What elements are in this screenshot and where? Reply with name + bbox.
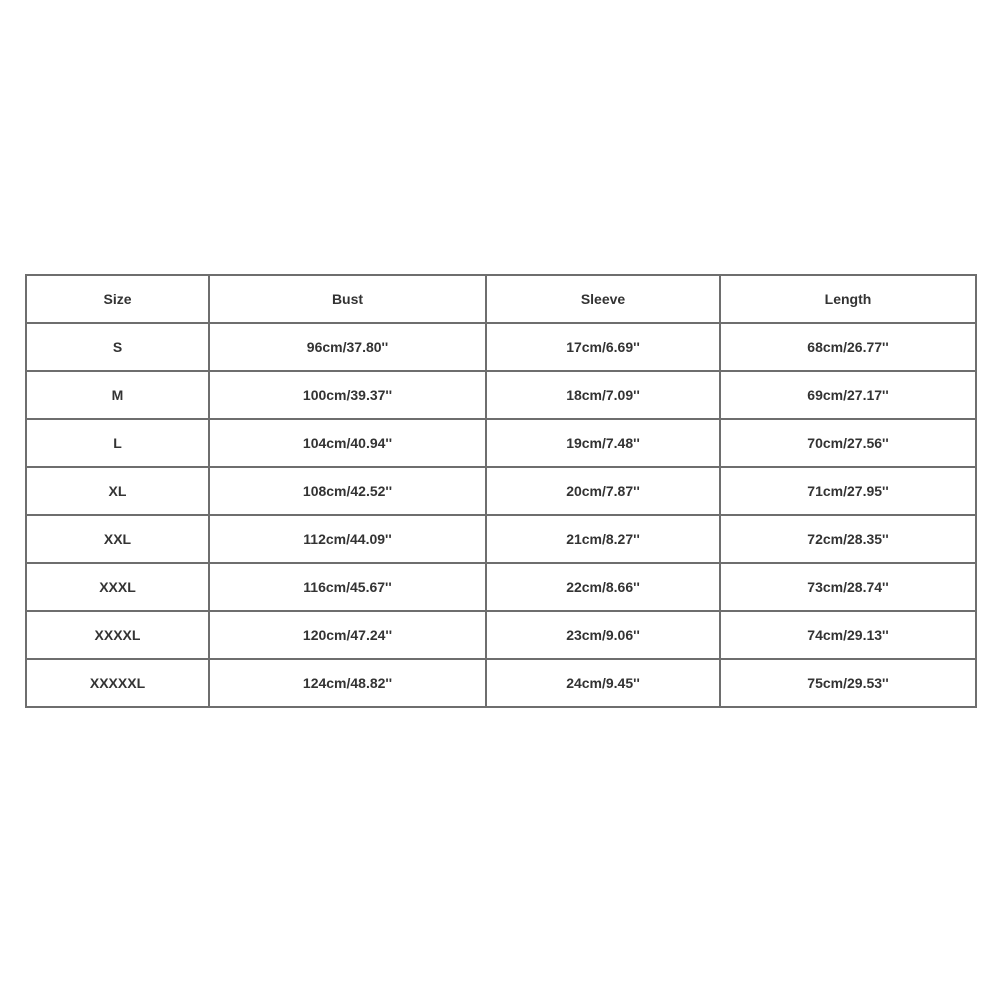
table-row	[26, 659, 976, 707]
cell-sleeve: 24cm/9.45''	[486, 659, 720, 707]
size-chart-table	[25, 274, 977, 708]
cell-sleeve: 21cm/8.27''	[486, 515, 720, 563]
cell-length: 74cm/29.13''	[720, 611, 976, 659]
cell-sleeve: 18cm/7.09''	[486, 371, 720, 419]
cell-sleeve: 20cm/7.87''	[486, 467, 720, 515]
cell-length: 75cm/29.53''	[720, 659, 976, 707]
cell-size: XXXXL	[26, 611, 209, 659]
cell-bust: 116cm/45.67''	[209, 563, 486, 611]
cell-length: 69cm/27.17''	[720, 371, 976, 419]
cell-size: L	[26, 419, 209, 467]
table-row	[26, 563, 976, 611]
table-row	[26, 323, 976, 371]
cell-size: S	[26, 323, 209, 371]
cell-bust: 120cm/47.24''	[209, 611, 486, 659]
table-header-row	[26, 275, 976, 323]
table-row	[26, 611, 976, 659]
cell-size: XL	[26, 467, 209, 515]
cell-sleeve: 17cm/6.69''	[486, 323, 720, 371]
table-row	[26, 371, 976, 419]
header-size: Size	[26, 275, 209, 323]
table-row	[26, 467, 976, 515]
cell-bust: 112cm/44.09''	[209, 515, 486, 563]
table-row	[26, 515, 976, 563]
cell-length: 70cm/27.56''	[720, 419, 976, 467]
cell-length: 73cm/28.74''	[720, 563, 976, 611]
table-row	[26, 419, 976, 467]
header-length: Length	[720, 275, 976, 323]
cell-length: 71cm/27.95''	[720, 467, 976, 515]
cell-length: 68cm/26.77''	[720, 323, 976, 371]
cell-bust: 96cm/37.80''	[209, 323, 486, 371]
header-sleeve: Sleeve	[486, 275, 720, 323]
cell-bust: 104cm/40.94''	[209, 419, 486, 467]
cell-size: XXXXXL	[26, 659, 209, 707]
header-bust: Bust	[209, 275, 486, 323]
cell-bust: 108cm/42.52''	[209, 467, 486, 515]
cell-sleeve: 19cm/7.48''	[486, 419, 720, 467]
cell-size: XXL	[26, 515, 209, 563]
cell-size: XXXL	[26, 563, 209, 611]
cell-sleeve: 22cm/8.66''	[486, 563, 720, 611]
cell-size: M	[26, 371, 209, 419]
cell-sleeve: 23cm/9.06''	[486, 611, 720, 659]
cell-bust: 100cm/39.37''	[209, 371, 486, 419]
cell-bust: 124cm/48.82''	[209, 659, 486, 707]
cell-length: 72cm/28.35''	[720, 515, 976, 563]
